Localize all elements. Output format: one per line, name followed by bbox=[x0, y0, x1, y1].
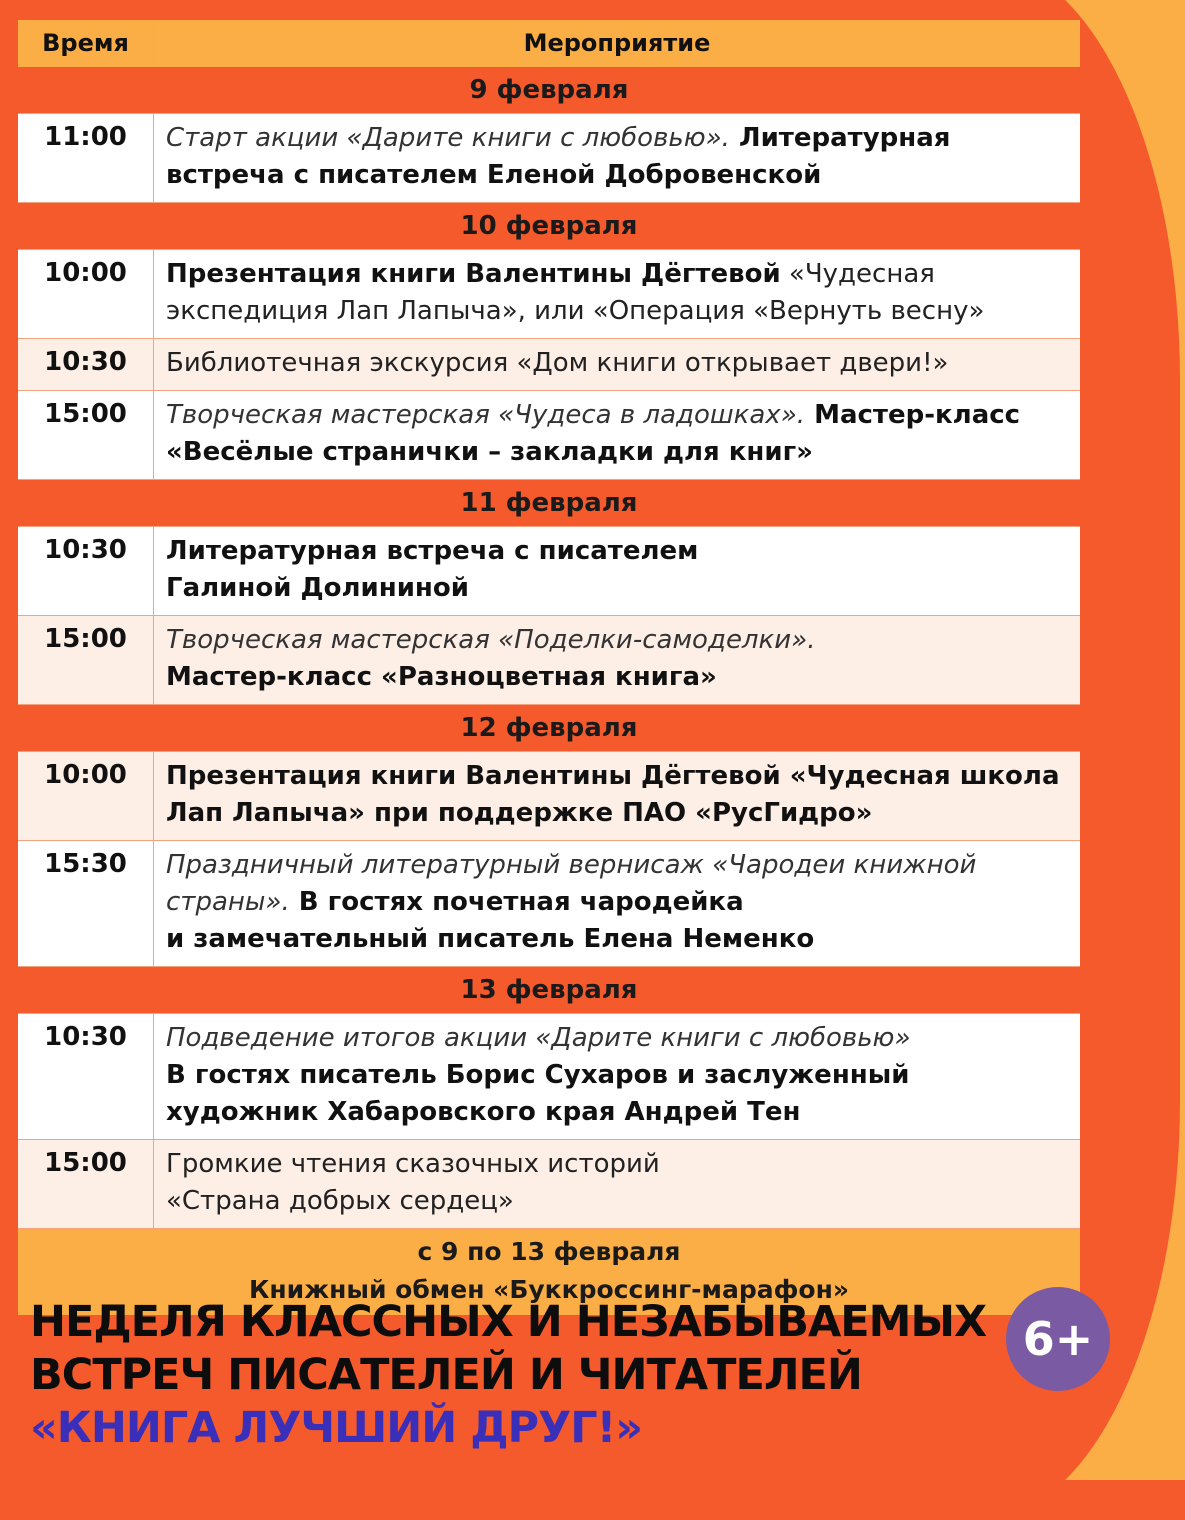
event-row bbox=[18, 1140, 1080, 1229]
schedule-table bbox=[18, 20, 1080, 1315]
event-description bbox=[154, 752, 1080, 840]
title-line-3: «КНИГА ЛУЧШИЙ ДРУГ!» bbox=[30, 1403, 642, 1453]
event-description bbox=[154, 1140, 1080, 1228]
date-row: 9 февраля bbox=[18, 67, 1080, 114]
event-description bbox=[154, 114, 1080, 202]
event-row bbox=[18, 616, 1080, 705]
title-line-1: НЕДЕЛЯ КЛАССНЫХ И НЕЗАБЫВАЕМЫХ bbox=[30, 1297, 987, 1347]
event-text-italic: Подведение итогов акции «Дарите книги с любовью» bbox=[166, 1023, 911, 1053]
event-text-bold: Презентация книги Валентины Дёгтевой bbox=[166, 259, 781, 289]
event-description bbox=[154, 841, 1080, 966]
table-header bbox=[18, 20, 1080, 67]
date-row: 10 февраля bbox=[18, 203, 1080, 250]
event-row bbox=[18, 391, 1080, 480]
event-description bbox=[154, 1014, 1080, 1139]
event-text-italic: Творческая мастерская «Поделки-самоделки». bbox=[166, 625, 816, 655]
poster-title bbox=[30, 1296, 1010, 1455]
event-text-plain: Библиотечная экскурсия «Дом книги открывает двери!» bbox=[166, 348, 949, 378]
event-time: 10:30 bbox=[18, 339, 154, 390]
event-text-bold: В гостях почетная чародейка и замечательный писатель Елена Неменко bbox=[166, 887, 815, 954]
event-time: 11:00 bbox=[18, 114, 154, 202]
header-event: Мероприятие bbox=[523, 29, 711, 57]
event-text-bold: В гостях писатель Борис Сухаров и заслуженный художник Хабаровского края Андрей Тен bbox=[166, 1060, 910, 1127]
event-text-italic: Творческая мастерская «Чудеса в ладошках». bbox=[166, 400, 806, 430]
event-time: 10:30 bbox=[18, 1014, 154, 1139]
event-row bbox=[18, 527, 1080, 616]
title-line-2: ВСТРЕЧ ПИСАТЕЛЕЙ И ЧИТАТЕЛЕЙ bbox=[30, 1350, 862, 1400]
event-description bbox=[154, 250, 1080, 338]
event-time: 10:00 bbox=[18, 250, 154, 338]
event-text-plain: Громкие чтения сказочных историй «Страна добрых сердец» bbox=[166, 1149, 660, 1216]
event-row bbox=[18, 1014, 1080, 1140]
date-row: 13 февраля bbox=[18, 967, 1080, 1014]
event-text-bold: Литературная встреча с писателем Галиной Долининой bbox=[166, 536, 699, 603]
event-row bbox=[18, 752, 1080, 841]
event-description bbox=[154, 527, 1080, 615]
event-description bbox=[154, 391, 1080, 479]
event-time: 10:30 bbox=[18, 527, 154, 615]
event-time: 15:00 bbox=[18, 391, 154, 479]
event-text-bold: Мастер-класс «Разноцветная книга» bbox=[166, 662, 717, 692]
event-text-italic: Праздничный литературный вернисаж «Чародеи книжной страны». bbox=[166, 850, 977, 917]
event-time: 10:00 bbox=[18, 752, 154, 840]
event-row bbox=[18, 841, 1080, 967]
event-text-bold: Презентация книги Валентины Дёгтевой «Чудесная школа Лап Лапыча» при поддержке ПАО «РусГидро» bbox=[166, 761, 1060, 828]
days-container bbox=[18, 67, 1080, 1229]
date-row: 11 февраля bbox=[18, 480, 1080, 527]
event-description bbox=[154, 616, 1080, 704]
event-row bbox=[18, 114, 1080, 203]
event-time: 15:00 bbox=[18, 1140, 154, 1228]
event-time: 15:00 bbox=[18, 616, 154, 704]
event-text-bold: Литературная встреча с писателем Еленой Добровенской bbox=[166, 123, 951, 190]
event-time: 15:30 bbox=[18, 841, 154, 966]
header-time: Время bbox=[18, 20, 154, 67]
age-rating-badge: 6+ bbox=[1006, 1287, 1110, 1391]
event-row bbox=[18, 339, 1080, 391]
event-description bbox=[154, 339, 1080, 390]
footer-event: Книжный обмен «Буккроссинг-марафон» bbox=[248, 1275, 850, 1304]
footer-dates: с 9 по 13 февраля bbox=[417, 1237, 681, 1266]
event-text-italic: Старт акции «Дарите книги с любовью». bbox=[166, 123, 730, 153]
event-text-plain: «Чудесная экспедиция Лап Лапыча», или «Операция «Вернуть весну» bbox=[166, 259, 985, 326]
date-row: 12 февраля bbox=[18, 705, 1080, 752]
event-text-bold: Мастер-класс «Весёлые странички – закладки для книг» bbox=[166, 400, 1021, 467]
event-row bbox=[18, 250, 1080, 339]
